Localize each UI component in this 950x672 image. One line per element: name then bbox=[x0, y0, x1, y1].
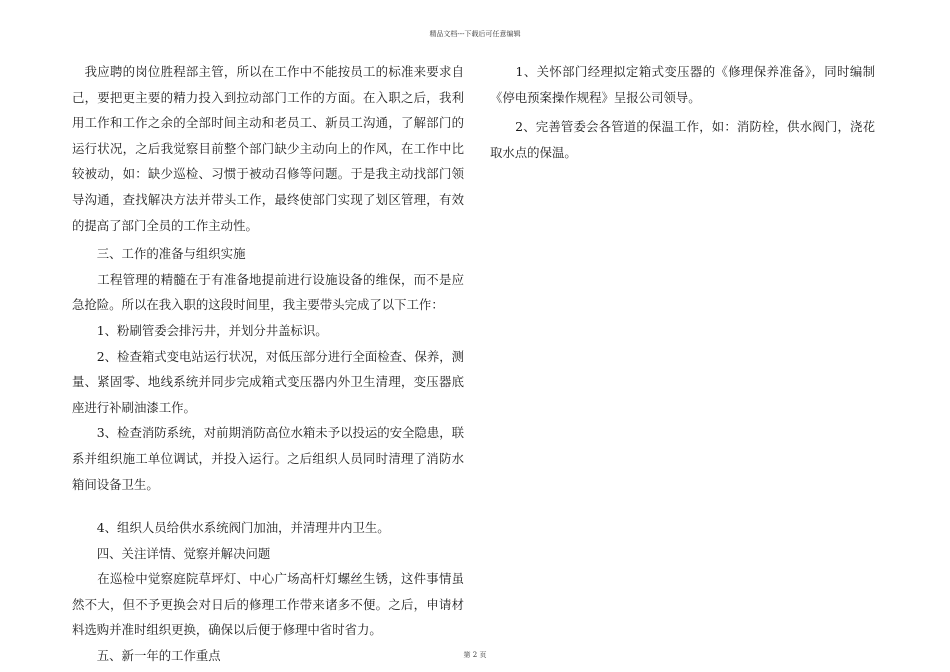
right-column bbox=[490, 59, 875, 165]
list-item-1: 1、粉刷管委会排污井，并划分井盖标识。 bbox=[72, 322, 328, 338]
list-item-r2: 2、完善管委会各管道的保温工作，如：消防栓，供水阀门，浇花取水点的保温。 bbox=[490, 119, 875, 160]
section-heading-3: 三、工作的准备与组织实施 bbox=[72, 246, 246, 262]
page-header: 精品文档---下载后可任意编辑 bbox=[429, 30, 521, 38]
paragraph-inspection: 在巡检中觉察庭院草坪灯、中心广场高杆灯螺丝生锈，这件事情虽然不大，但不予更换会对日后的修理工作带来诸多不便。之后，申请材料选购并准时组织更换，确保以后便于修理中省时省力。 bbox=[72, 571, 464, 638]
left-column bbox=[72, 59, 464, 669]
section-heading-4: 四、关注详情、觉察并解决问题 bbox=[72, 545, 271, 561]
page-number: 第 2 页 bbox=[463, 651, 487, 659]
list-item-2: 2、检查箱式变电站运行状况，对低压部分进行全面检查、保养，测量、紧固零、地线系统并同步完成箱式变压器内外卫生清理，变压器底座进行补刷油漆工作。 bbox=[72, 348, 464, 415]
list-item-4: 4、组织人员给供水系统阀门加油，并清理井内卫生。 bbox=[72, 520, 390, 536]
paragraph-role: 我应聘的岗位胜程部主管，所以在工作中不能按员工的标准来要求自己，要把更主要的精力投入到拉动部门工作的方面。在入职之后，我利用工作和工作之余的全部时间主动和老员工、新员工沟通，了解部门的运行状况，之后我觉察目前整个部门缺少主动向上的作风，在工作中比较被动，如：缺少巡检、习惯于被动召修等问题。于是我主动找部门领导沟通，查找解决方法并带头工作，最终使部门实现了划区管理，有效的提高了部门全员的工作主动性。 bbox=[72, 64, 464, 233]
paragraph-preparation: 工程管理的精髓在于有准备地提前进行设施设备的维保，而不是应急抢险。所以在我入职的这段时间里，我主要带头完成了以下工作： bbox=[72, 271, 464, 313]
list-item-3: 3、检查消防系统，对前期消防高位水箱未予以投运的安全隐患，联系并组织施工单位调试，并投入运行。之后组织人员同时清理了消防水箱间设备卫生。 bbox=[72, 425, 464, 492]
list-item-r1: 1、关怀部门经理拟定箱式变压器的《修理保养准备》，同时编制《停电预案操作规程》呈报公司领导。 bbox=[490, 64, 875, 105]
section-heading-5: 五、新一年的工作重点 bbox=[72, 648, 221, 664]
